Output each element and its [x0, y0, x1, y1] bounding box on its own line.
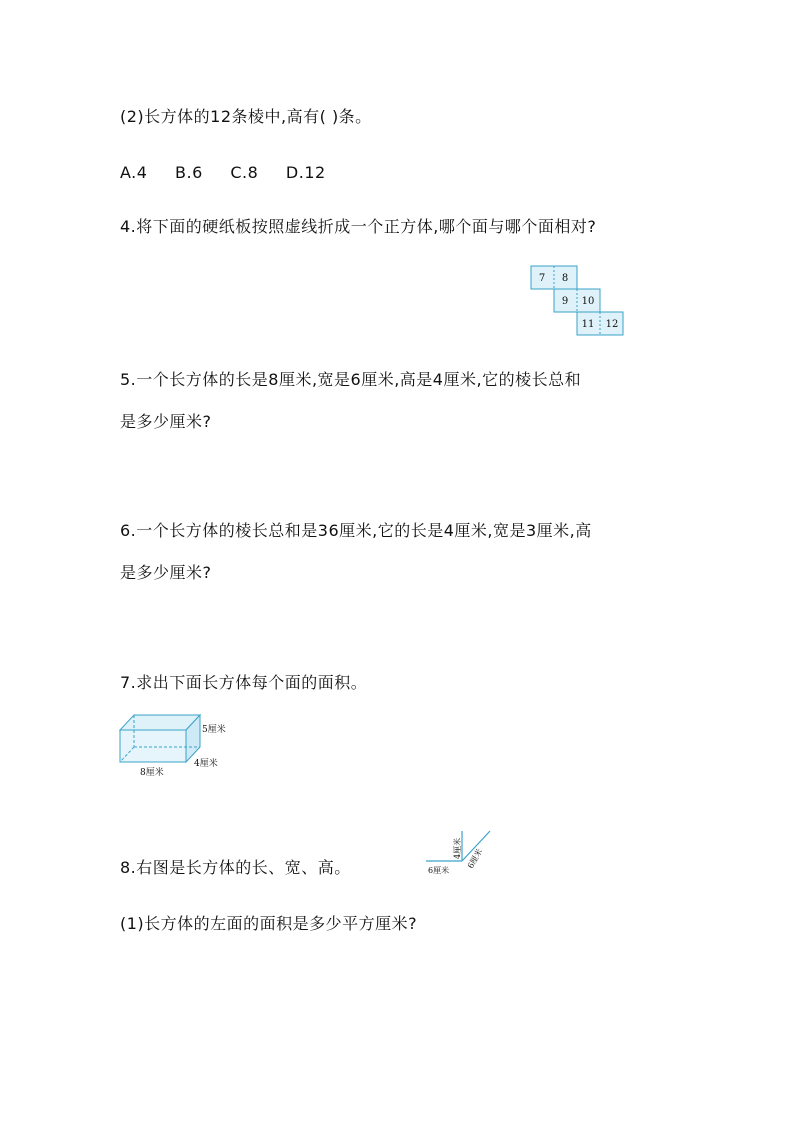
question-2-2: (2)长方体的12条棱中,高有( )条。 — [120, 107, 372, 126]
box-width-label: 4厘米 — [194, 759, 218, 769]
question-8-1: (1)长方体的左面的面积是多少平方厘米? — [120, 914, 418, 933]
net-label: 7 — [538, 273, 546, 284]
edge-dimensions-figure — [420, 825, 500, 880]
net-label: 12 — [605, 319, 619, 330]
option-b: B.6 — [175, 163, 203, 182]
options-row — [120, 163, 348, 183]
edge-label-width: 6厘米 — [465, 847, 485, 870]
cube-net-figure — [525, 262, 635, 342]
question-5-line2: 是多少厘米? — [120, 412, 212, 431]
option-c: C.8 — [230, 163, 259, 182]
net-label: 9 — [561, 296, 569, 307]
question-6-line1: 6.一个长方体的棱长总和是36厘米,它的长是4厘米,宽是3厘米,高 — [120, 521, 592, 540]
box-length-label: 8厘米 — [140, 768, 164, 778]
edge-label-length: 6厘米 — [428, 866, 450, 875]
cuboid-front — [120, 730, 186, 762]
question-8: 8.右图是长方体的长、宽、高。 — [120, 858, 351, 877]
net-label: 10 — [581, 296, 595, 307]
edge-label-height: 4厘米 — [453, 837, 462, 859]
net-label: 11 — [581, 319, 595, 330]
box-height-label: 5厘米 — [202, 725, 226, 735]
cuboid-figure — [116, 710, 236, 780]
question-5-line1: 5.一个长方体的长是8厘米,宽是6厘米,高是4厘米,它的棱长总和 — [120, 370, 582, 389]
option-d: D.12 — [285, 163, 326, 182]
net-label: 8 — [561, 273, 569, 284]
question-4: 4.将下面的硬纸板按照虚线折成一个正方体,哪个面与哪个面相对? — [120, 217, 597, 236]
option-a: A.4 — [120, 163, 148, 182]
question-7: 7.求出下面长方体每个面的面积。 — [120, 673, 368, 692]
question-6-line2: 是多少厘米? — [120, 563, 212, 582]
